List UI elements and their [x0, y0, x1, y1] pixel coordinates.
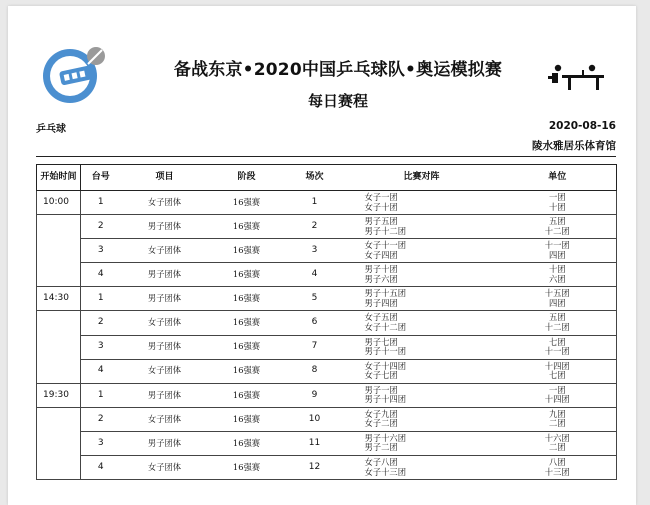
- match-no-cell: 6: [285, 311, 345, 335]
- stage-cell: 16强赛: [209, 359, 285, 383]
- matchup-cell: [345, 311, 499, 335]
- matchup-cell: [345, 407, 499, 431]
- match-no-cell: 2: [285, 215, 345, 239]
- unit-a-name: 八团: [548, 456, 566, 467]
- start-time-cell: [37, 407, 81, 431]
- start-time-cell: [37, 359, 81, 383]
- team-a-name: 男子十六团: [364, 432, 406, 443]
- team-a-name: 男子五团: [364, 216, 398, 227]
- col-header-start-time: 开始时间: [37, 165, 81, 191]
- team-a-name: 女子八团: [364, 456, 398, 467]
- team-a-name: 女子一团: [364, 191, 398, 202]
- start-time-cell: [37, 215, 81, 239]
- table-no-cell: 2: [81, 311, 121, 335]
- start-time-cell: [37, 431, 81, 455]
- unit-a-name: 十六团: [544, 432, 570, 443]
- unit-cell: [499, 287, 617, 311]
- start-time-cell: 10:00: [37, 191, 81, 215]
- match-no-cell: 11: [285, 431, 345, 455]
- unit-b-name: 二团: [548, 442, 566, 453]
- team-b-name: 男子十二团: [364, 225, 406, 236]
- schedule-sheet: [8, 6, 636, 505]
- table-no-cell: 4: [81, 456, 121, 480]
- team-a-name: 男子一团: [364, 384, 398, 395]
- matchup-cell: [345, 263, 499, 287]
- event-cell: 男子团体: [121, 287, 209, 311]
- match-no-cell: 8: [285, 359, 345, 383]
- col-header-match: 场次: [285, 165, 345, 191]
- unit-a-name: 十五团: [544, 288, 570, 299]
- team-b-name: 女子四团: [364, 249, 398, 260]
- match-no-cell: 5: [285, 287, 345, 311]
- unit-b-name: 四团: [548, 249, 566, 260]
- unit-b-name: 十团: [548, 201, 566, 212]
- team-a-name: 男子十团: [364, 264, 398, 275]
- matchup-cell: [345, 215, 499, 239]
- unit-a-name: 十四团: [544, 360, 570, 371]
- matchup-cell: [345, 359, 499, 383]
- team-a-name: 女子九团: [364, 408, 398, 419]
- table-row: [37, 263, 617, 287]
- table-no-cell: 3: [81, 431, 121, 455]
- table-no-cell: 1: [81, 287, 121, 311]
- event-cell: 男子团体: [121, 383, 209, 407]
- matchup-cell: [345, 287, 499, 311]
- col-header-unit: 单位: [499, 165, 617, 191]
- match-no-cell: 10: [285, 407, 345, 431]
- match-no-cell: 7: [285, 335, 345, 359]
- team-b-name: 女子十团: [364, 201, 398, 212]
- col-header-event: 项目: [121, 165, 209, 191]
- event-cell: 女子团体: [121, 311, 209, 335]
- unit-b-name: 四团: [548, 297, 566, 308]
- table-row: [37, 287, 617, 311]
- table-no-cell: 1: [81, 383, 121, 407]
- team-b-name: 女子十二团: [364, 322, 406, 333]
- unit-a-name: 七团: [548, 336, 566, 347]
- event-cell: 女子团体: [121, 239, 209, 263]
- unit-b-name: 六团: [548, 273, 566, 284]
- page-subtitle: 每日赛程: [307, 92, 368, 110]
- venue-name: 陵水雅居乐体育馆: [532, 140, 616, 152]
- stage-cell: 16强赛: [209, 311, 285, 335]
- table-row: [37, 191, 617, 215]
- event-cell: 男子团体: [121, 431, 209, 455]
- stage-cell: 16强赛: [209, 287, 285, 311]
- unit-a-name: 一团: [548, 384, 566, 395]
- table-no-cell: 3: [81, 335, 121, 359]
- unit-cell: [499, 383, 617, 407]
- matchup-cell: [345, 431, 499, 455]
- matchup-cell: [345, 191, 499, 215]
- team-a-name: 女子十四团: [364, 360, 406, 371]
- table-row: [37, 431, 617, 455]
- start-time-cell: [37, 263, 81, 287]
- event-cell: 男子团体: [121, 335, 209, 359]
- event-cell: 女子团体: [121, 359, 209, 383]
- page-title: 备战东京•2020中国乒乓球队•奥运模拟赛: [173, 60, 503, 80]
- stage-cell: 16强赛: [209, 263, 285, 287]
- sport-label: 乒乓球: [36, 124, 66, 135]
- matchup-cell: [345, 239, 499, 263]
- table-header-row: [37, 165, 617, 191]
- stage-cell: 16强赛: [209, 407, 285, 431]
- unit-a-name: 十团: [548, 264, 566, 275]
- header-divider: [36, 156, 616, 157]
- stage-cell: 16强赛: [209, 191, 285, 215]
- col-header-stage: 阶段: [209, 165, 285, 191]
- team-a-name: 男子十五团: [364, 288, 406, 299]
- unit-a-name: 九团: [548, 408, 566, 419]
- matchup-cell: [345, 335, 499, 359]
- team-a-name: 女子十一团: [364, 240, 406, 251]
- event-cell: 女子团体: [121, 456, 209, 480]
- stage-cell: 16强赛: [209, 215, 285, 239]
- unit-a-name: 一团: [548, 191, 566, 202]
- unit-cell: [499, 191, 617, 215]
- unit-cell: [499, 359, 617, 383]
- match-no-cell: 1: [285, 191, 345, 215]
- team-b-name: 男子十四团: [364, 394, 406, 405]
- unit-b-name: 十三团: [544, 466, 570, 477]
- schedule-table: [36, 164, 617, 480]
- table-row: [37, 215, 617, 239]
- unit-b-name: 十二团: [544, 322, 570, 333]
- stage-cell: 16强赛: [209, 383, 285, 407]
- stage-cell: 16强赛: [209, 456, 285, 480]
- unit-cell: [499, 431, 617, 455]
- unit-cell: [499, 456, 617, 480]
- paddle-logo-icon: [40, 42, 114, 106]
- event-cell: 女子团体: [121, 407, 209, 431]
- col-header-matchup: 比赛对阵: [345, 165, 499, 191]
- team-b-name: 女子十三团: [364, 466, 406, 477]
- event-cell: 女子团体: [121, 191, 209, 215]
- unit-a-name: 五团: [548, 216, 566, 227]
- team-b-name: 女子七团: [364, 370, 398, 381]
- team-a-name: 女子五团: [364, 312, 398, 323]
- match-no-cell: 12: [285, 456, 345, 480]
- event-cell: 男子团体: [121, 215, 209, 239]
- unit-b-name: 七团: [548, 370, 566, 381]
- stage-cell: 16强赛: [209, 239, 285, 263]
- table-row: [37, 359, 617, 383]
- unit-cell: [499, 215, 617, 239]
- table-no-cell: 2: [81, 407, 121, 431]
- unit-b-name: 二团: [548, 418, 566, 429]
- table-no-cell: 4: [81, 263, 121, 287]
- start-time-cell: [37, 456, 81, 480]
- team-b-name: 女子二团: [364, 418, 398, 429]
- team-b-name: 男子四团: [364, 297, 398, 308]
- table-row: [37, 311, 617, 335]
- start-time-cell: 19:30: [37, 383, 81, 407]
- col-header-table-no: 台号: [81, 165, 121, 191]
- table-no-cell: 2: [81, 215, 121, 239]
- table-no-cell: 1: [81, 191, 121, 215]
- unit-cell: [499, 407, 617, 431]
- start-time-cell: [37, 239, 81, 263]
- unit-b-name: 十一团: [544, 346, 570, 357]
- table-no-cell: 4: [81, 359, 121, 383]
- start-time-cell: 14:30: [37, 287, 81, 311]
- matchup-cell: [345, 383, 499, 407]
- unit-a-name: 十一团: [544, 240, 570, 251]
- unit-cell: [499, 263, 617, 287]
- stage-cell: 16强赛: [209, 335, 285, 359]
- unit-b-name: 十四团: [544, 394, 570, 405]
- match-no-cell: 9: [285, 383, 345, 407]
- unit-cell: [499, 335, 617, 359]
- table-tennis-icon: [548, 64, 604, 90]
- start-time-cell: [37, 335, 81, 359]
- unit-a-name: 五团: [548, 312, 566, 323]
- team-a-name: 男子七团: [364, 336, 398, 347]
- matchup-cell: [345, 456, 499, 480]
- table-row: [37, 383, 617, 407]
- event-cell: 男子团体: [121, 263, 209, 287]
- table-row: [37, 239, 617, 263]
- unit-b-name: 十二团: [544, 225, 570, 236]
- team-b-name: 男子二团: [364, 442, 398, 453]
- table-row: [37, 335, 617, 359]
- unit-cell: [499, 311, 617, 335]
- team-b-name: 男子十一团: [364, 346, 406, 357]
- team-b-name: 男子六团: [364, 273, 398, 284]
- start-time-cell: [37, 311, 81, 335]
- match-no-cell: 4: [285, 263, 345, 287]
- schedule-date: 2020-08-16: [548, 120, 616, 132]
- table-row: [37, 456, 617, 480]
- unit-cell: [499, 239, 617, 263]
- match-no-cell: 3: [285, 239, 345, 263]
- table-no-cell: 3: [81, 239, 121, 263]
- table-row: [37, 407, 617, 431]
- stage-cell: 16强赛: [209, 431, 285, 455]
